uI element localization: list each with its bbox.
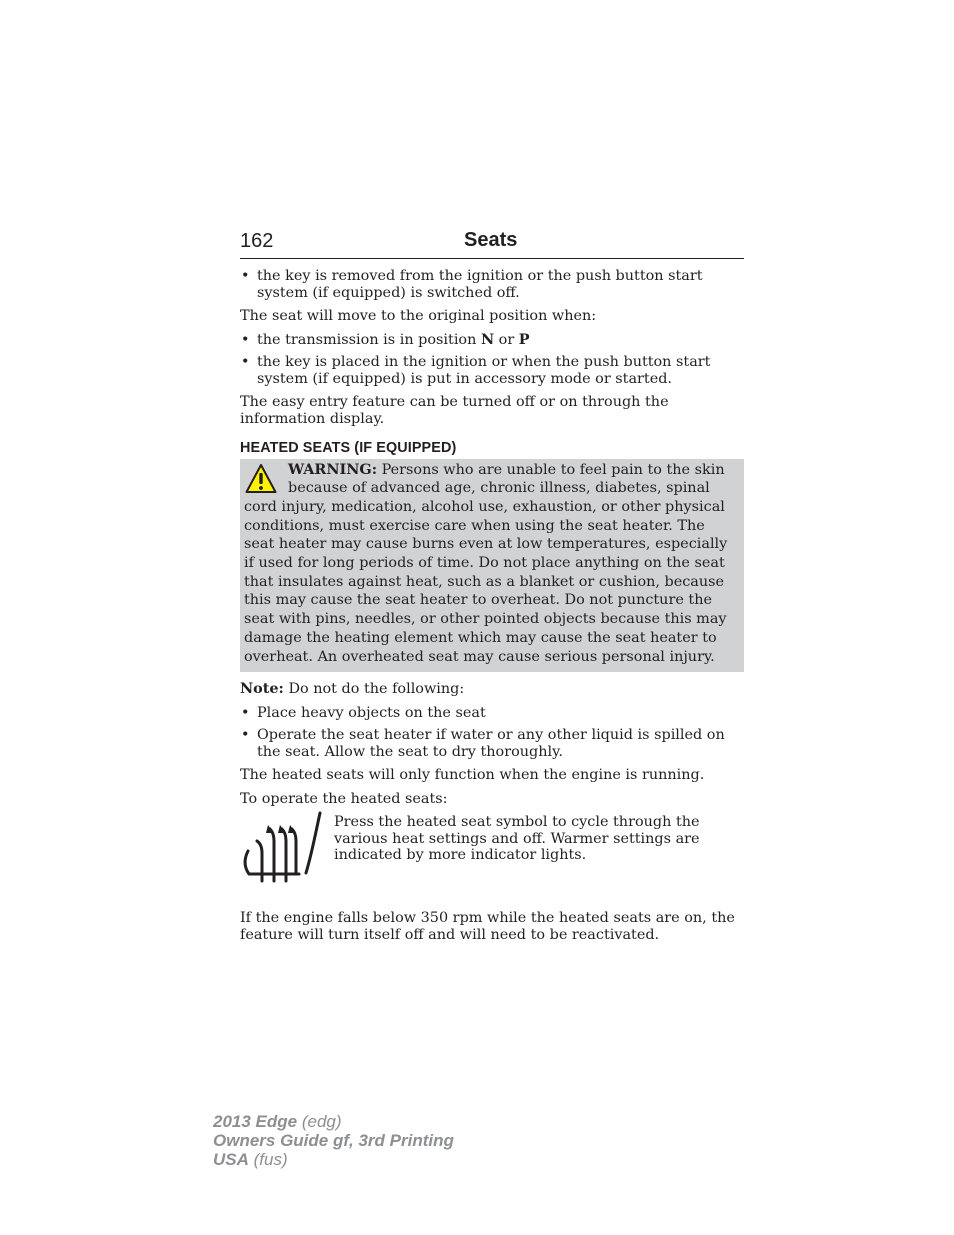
note-label: Note: [240,680,284,698]
heated-seat-instruction [240,814,744,896]
heated-seats-heading: HEATED SEATS (IF EQUIPPED) [240,440,457,456]
list-item-text: Place heavy objects on the seat [257,704,486,721]
gear-n: N [480,330,495,348]
list-item-text: the key is removed from the ignition or the push button start system (if equipped) is switched off. [257,268,703,301]
return-bullet-list [240,332,744,388]
operate-paragraph: To operate the heated seats: [240,790,448,807]
bullet: • [241,727,250,744]
page-number: 162 [240,230,274,252]
page-body [240,259,744,943]
warning-box [240,459,744,673]
heated-seat-icon [242,811,326,885]
list-item [240,727,744,760]
heated-seat-text: Press the heated seat symbol to cycle through the various heat settings and off. Warmer settings are indicated by more indicator lights. [334,814,700,864]
note-bullet-list [240,705,744,761]
list-item [240,268,744,301]
footer-line-2: Owners Guide gf, 3rd Printing [213,1131,454,1150]
bullet: • [241,331,250,348]
return-paragraph: The seat will move to the original position when: [240,308,597,324]
warning-triangle-icon [245,463,277,495]
section-title: Seats [464,229,518,251]
bullet: • [241,704,250,721]
warning-text: Persons who are unable to feel pain to the skin because of advanced age, chronic illness, diabetes, spinal cord injury, medication, alcohol use, exhaustion, or other physical conditions, must exercise care when using the seat heater. The seat heater may cause burns even at low temperatures, especially if used for long periods of time. Do not place anything on the seat that insulates against heat, such as a blanket or cushion, because this may cause the seat heater to overheat. Do not puncture the seat with pins, needles, or other pointed objects because this may damage the heating element which may cause the seat heater to overheat. An overheated seat may cause serious personal injury. [244,461,728,665]
list-item-text: the transmission is in position [257,331,481,348]
list-item-text: the key is placed in the ignition or when the push button start system (if equipped) is put in accessory mode or started. [257,354,711,387]
note-text: Do not do the following: [283,681,465,698]
rpm-paragraph: If the engine falls below 350 rpm while the heated seats are on, the feature will turn itself off and will need to be reactivated. [240,910,735,943]
engine-paragraph: The heated seats will only function when the engine is running. [240,767,705,784]
list-item [240,705,744,722]
or-text: or [494,331,519,348]
warning-label: WARNING: [288,460,378,478]
bullet: • [241,354,250,370]
gear-p: P [518,330,530,348]
page-footer [213,1112,454,1169]
list-item-text: Operate the seat heater if water or any other liquid is spilled on the seat. Allow the seat to dry thoroughly. [257,727,725,760]
list-item [240,332,744,349]
intro-bullet-list [240,268,744,301]
bullet: • [241,268,250,284]
footer-line-3: USA (fus) [213,1150,288,1169]
note-paragraph [240,681,744,698]
footer-line-1: 2013 Edge (edg) [213,1112,342,1131]
easy-entry-paragraph: The easy entry feature can be turned off or on through the information display. [240,394,669,427]
page-header [240,228,744,259]
list-item [240,354,744,387]
manual-page [240,228,744,950]
